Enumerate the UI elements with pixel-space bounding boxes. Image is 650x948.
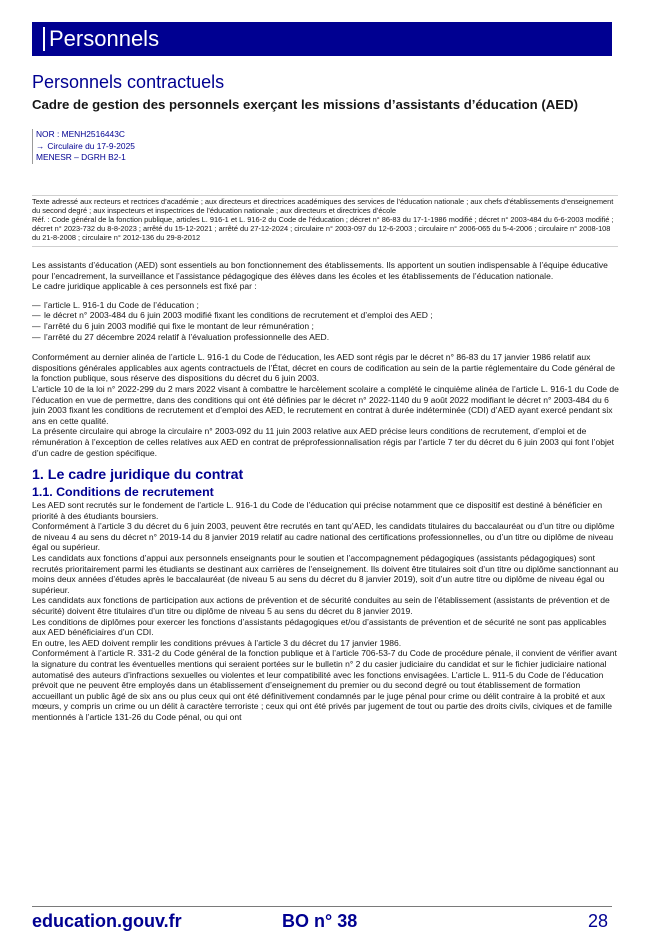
intro-paragraph: Le cadre juridique applicable à ces personnels est fixé par : <box>32 281 257 292</box>
addressee-text: Texte adressé aux recteurs et rectrices d’académie ; aux directeurs et directrices académiques des services de l’éducation nationale ; aux chefs d’établissements d’enseignement du second degré ; aux inspecteurs et inspectrices de l’éducation nationale ; aux directeurs et directrices d’école <box>32 197 614 215</box>
body-paragraph: Les candidats aux fonctions de participation aux actions de prévention et de sécurité conduites au sein de l’établissement (assistants de prévention et de sécurité) doivent être titulaires d’un titre ou diplôme de niveau 5 au sens du décret du 8 janvier 2019. <box>32 595 610 617</box>
nor-reference: NOR : MENH2516443C <box>36 129 125 139</box>
intro-paragraph: L’article 10 de la loi n° 2022-299 du 2 mars 2022 visant à combattre le harcèlement scolaire a complété le cinquième alinéa de l’article L. 916-1 du Code de l’éducation en vue de permettre, dans des conditions qui ont été définies par le décret n° 2022-1140 du 9 août 2022 modifiant le décret n° 2003-484 du 6 juin 2003 fixant les conditions de recrutement et d’emploi des AED, le recrutement en contrat à durée indéterminée (CDI) d’AED ayant exercé pendant six ans en cette qualité. <box>32 383 619 426</box>
body-paragraph: Conformément à l’article 3 du décret du 6 juin 2003, peuvent être recrutés en tant qu’AED, les candidats titulaires du baccalauréat ou d’un titre ou diplôme de niveau 4 au sens du décret n° 2019-14 du 8 janvier 2019 relatif au cadre national des certifications professionnelles, ou d’un titre ou diplôme de niveau égal ou supérieur. <box>32 521 615 553</box>
subsection-heading: 1.1. Conditions de recrutement <box>32 485 214 500</box>
footer-divider <box>32 906 612 907</box>
list-item: — le décret n° 2003-484 du 6 juin 2003 modifié fixant les conditions de recrutement et d’emploi des AED ; <box>32 310 620 321</box>
footer-bulletin-number: BO n° 38 <box>282 911 358 931</box>
section-title: Personnels contractuels <box>32 72 225 92</box>
circular-label: Circulaire du 17-9-2025 <box>47 140 135 151</box>
intro-paragraph: La présente circulaire qui abroge la circulaire n° 2003-092 du 11 juin 2003 relative aux AED précise leurs conditions de recrutement, d’emploi et de rémunération à l’exception de celles relatives aux AED en contrat de préprofessionnalisation régis par l’article 7 ter du décret du 6 juin 2003 qui font l’objet d’un cadre de gestion spécifique. <box>32 426 615 458</box>
arrow-right-icon: → <box>36 140 45 151</box>
footer-site-link[interactable]: education.gouv.fr <box>32 911 182 931</box>
document-body <box>32 260 620 723</box>
banner-title: Personnels <box>49 26 160 51</box>
body-paragraph: Les AED sont recrutés sur le fondement de l’article L. 916-1 du Code de l’éducation qui précise notamment que ce dispositif est destiné à bénéficier en priorité à des étudiants boursiers. <box>32 500 603 521</box>
list-item: — l’arrêté du 6 juin 2003 modifié qui fixe le montant de leur rémunération ; <box>32 321 620 332</box>
addressee-block <box>32 195 618 247</box>
intro-paragraph: Conformément au dernier alinéa de l’article L. 916-1 du Code de l’éducation, les AED sont régis par le décret n° 86-83 du 17 janvier 1986 relatif aux dispositions générales applicables aux agents contractuels de l’État, décret en cours de codification au sein de la partie réglementaire du Code général de la fonction publique, sous réserve des dispositions du décret du 6 juin 2003. <box>32 352 615 384</box>
circular-link[interactable] <box>36 141 336 153</box>
section-heading: 1. Le cadre juridique du contrat <box>32 467 244 484</box>
reference-box <box>32 129 336 164</box>
footer-page-number: 28 <box>588 911 609 931</box>
legal-references: Réf. : Code général de la fonction publique, articles L. 916-1 et L. 916-2 du Code de l’éducation ; décret n° 86-83 du 17-1-1986 modifié ; décret n° 2003-484 du 6-6-2003 modifié ; décret n° 2023-732 du 8-8-2023 ; arrêté du 15-12-2021 ; arrêté du 27-12-2024 ; circulaire n° 2003-097 du 12-6-2003 ; circulaire n° 2006-065 du 5-4-2006 ; circulaire n° 2008-108 du 21-8-2008 ; circulaire n° 2012-136 du 29-8-2012 <box>32 214 614 242</box>
document-subtitle: Cadre de gestion des personnels exerçant les missions d’assistants d’éducation (AED) <box>32 97 578 112</box>
issuer-reference: MENESR – DGRH B2-1 <box>36 152 126 163</box>
body-paragraph: Les conditions de diplômes pour exercer les fonctions d’assistants pédagogiques et/ou d’assistants de prévention et de sécurité ne sont pas applicables aux AED bénéficiaires d’un CDI. <box>32 616 607 638</box>
list-item: — l’arrêté du 27 décembre 2024 relatif à l’évaluation professionnelle des AED. <box>32 332 620 343</box>
legal-framework-list <box>32 300 620 342</box>
rubric-banner <box>32 22 612 56</box>
banner-accent-bar <box>43 27 45 51</box>
intro-paragraph: Les assistants d’éducation (AED) sont essentiels au bon fonctionnement des établissements. Ils apportent un soutien indispensable à l’équipe éducative pour l’encadrement, la surveillance et l’assistance pédagogique des élèves dans les écoles et les établissements de l’éducation nationale. <box>32 260 608 281</box>
body-paragraph: En outre, les AED doivent remplir les conditions prévues à l’article 3 du décret du 17 janvier 1986. <box>32 637 402 648</box>
list-item: — l’article L. 916-1 du Code de l’éducation ; <box>32 300 620 311</box>
body-paragraph: Conformément à l’article R. 331-2 du Code général de la fonction publique et à l’article 706-53-7 du Code de procédure pénale, il convient de vérifier avant la signature du contrat les éventuelles mentions qui seraient portées sur le bulletin n° 2 du casier judiciaire du candidat et sur le fichier judiciaire national automatisé des auteurs d’infractions sexuelles ou violentes et leur compatibilité avec les fonctions envisagées. L’article L. 911-5 du Code de l’éducation prévoit que ne peuvent être employés dans un établissement d’enseignement du premier ou du second degré ou tout établissement de formation accueillant un public âgé de six ans ou plus ceux qui ont été définitivement condamnés par le juge pénal pour crime ou délit contraire à la probité et aux mœurs, y compris un crime ou un délit à caractère terroriste ; ceux qui ont été privés par jugement de tout ou partie des droits civils, civiques et de famille mentionnés à l’article 131-26 du Code pénal, ou qui ont <box>32 648 617 722</box>
body-paragraph: Les candidats aux fonctions d’appui aux personnels enseignants pour le soutien et l’accompagnement pédagogiques (assistants pédagogiques) sont recrutés prioritairement parmi les étudiants se destinant aux carrières de l’enseignement. Ils doivent être titulaires soit d’un titre ou diplôme sanctionnant au moins deux années d’études après le baccalauréat (de niveau 5 au sens du décret du 8 janvier 2019), soit d’un autre titre ou diplôme de niveau égal ou supérieur. <box>32 553 619 595</box>
